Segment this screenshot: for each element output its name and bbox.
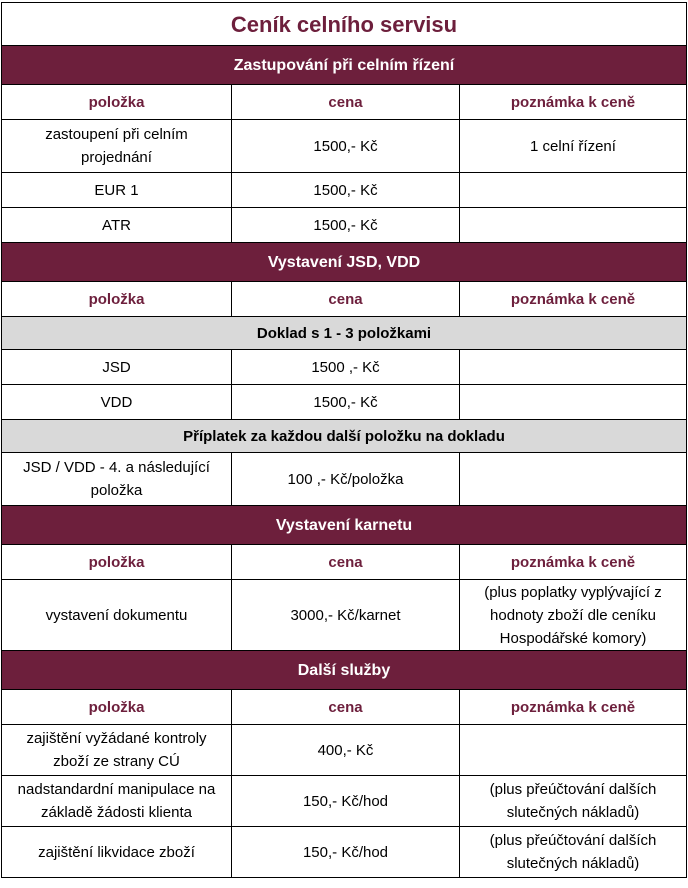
- table-row: [2, 350, 687, 385]
- item-cell: ATR: [2, 208, 232, 243]
- item-cell: JSD / VDD - 4. a následující položka: [2, 453, 232, 506]
- item-cell: nadstandardní manipulace na základě žádosti klienta: [2, 776, 232, 827]
- price-cell: 1500,- Kč: [232, 208, 460, 243]
- subsection-title: Příplatek za každou další položku na dokladu: [2, 420, 687, 453]
- item-cell: zastoupení při celním projednání: [2, 120, 232, 173]
- price-cell: 1500,- Kč: [232, 120, 460, 173]
- table-row: [2, 580, 687, 651]
- note-cell: (plus přeúčtování dalších slutečných nákladů): [460, 776, 687, 827]
- section-header-row: [2, 651, 687, 690]
- table-row: [2, 776, 687, 827]
- column-header-item: položka: [2, 545, 232, 580]
- price-cell: 100 ,- Kč/položka: [232, 453, 460, 506]
- page-title: Ceník celního servisu: [2, 3, 687, 46]
- section-title: Zastupování při celním řízení: [2, 46, 687, 85]
- price-cell: 400,- Kč: [232, 725, 460, 776]
- section-title: Další služby: [2, 651, 687, 690]
- price-cell: 3000,- Kč/karnet: [232, 580, 460, 651]
- column-header-price: cena: [232, 282, 460, 317]
- note-cell: [460, 208, 687, 243]
- price-cell: 150,- Kč/hod: [232, 776, 460, 827]
- table-row: [2, 725, 687, 776]
- subsection-title: Doklad s 1 - 3 položkami: [2, 317, 687, 350]
- column-header-price: cena: [232, 690, 460, 725]
- price-table: [1, 2, 687, 878]
- item-cell: JSD: [2, 350, 232, 385]
- section-header-row: [2, 243, 687, 282]
- table-row: [2, 453, 687, 506]
- note-cell: (plus poplatky vyplývající z hodnoty zboží dle ceníku Hospodářské komory): [460, 580, 687, 651]
- note-cell: [460, 453, 687, 506]
- note-cell: [460, 173, 687, 208]
- column-header-row: [2, 282, 687, 317]
- price-cell: 150,- Kč/hod: [232, 827, 460, 878]
- column-header-price: cena: [232, 545, 460, 580]
- column-header-item: položka: [2, 690, 232, 725]
- section-header-row: [2, 46, 687, 85]
- table-row: [2, 385, 687, 420]
- price-cell: 1500 ,- Kč: [232, 350, 460, 385]
- note-cell: 1 celní řízení: [460, 120, 687, 173]
- item-cell: EUR 1: [2, 173, 232, 208]
- column-header-row: [2, 85, 687, 120]
- subsection-header-row: [2, 317, 687, 350]
- table-row: [2, 120, 687, 173]
- column-header-item: položka: [2, 85, 232, 120]
- subsection-header-row: [2, 420, 687, 453]
- column-header-row: [2, 690, 687, 725]
- column-header-item: položka: [2, 282, 232, 317]
- column-header-note: poznámka k ceně: [460, 85, 687, 120]
- item-cell: zajištění likvidace zboží: [2, 827, 232, 878]
- table-row: [2, 173, 687, 208]
- column-header-note: poznámka k ceně: [460, 545, 687, 580]
- title-row: [2, 3, 687, 46]
- column-header-row: [2, 545, 687, 580]
- item-cell: vystavení dokumentu: [2, 580, 232, 651]
- note-cell: (plus přeúčtování dalších slutečných nákladů): [460, 827, 687, 878]
- note-cell: [460, 725, 687, 776]
- column-header-price: cena: [232, 85, 460, 120]
- column-header-note: poznámka k ceně: [460, 282, 687, 317]
- section-title: Vystavení JSD, VDD: [2, 243, 687, 282]
- note-cell: [460, 350, 687, 385]
- price-cell: 1500,- Kč: [232, 385, 460, 420]
- column-header-note: poznámka k ceně: [460, 690, 687, 725]
- item-cell: VDD: [2, 385, 232, 420]
- note-cell: [460, 385, 687, 420]
- table-row: [2, 827, 687, 878]
- item-cell: zajištění vyžádané kontroly zboží ze strany CÚ: [2, 725, 232, 776]
- section-header-row: [2, 506, 687, 545]
- section-title: Vystavení karnetu: [2, 506, 687, 545]
- price-cell: 1500,- Kč: [232, 173, 460, 208]
- table-row: [2, 208, 687, 243]
